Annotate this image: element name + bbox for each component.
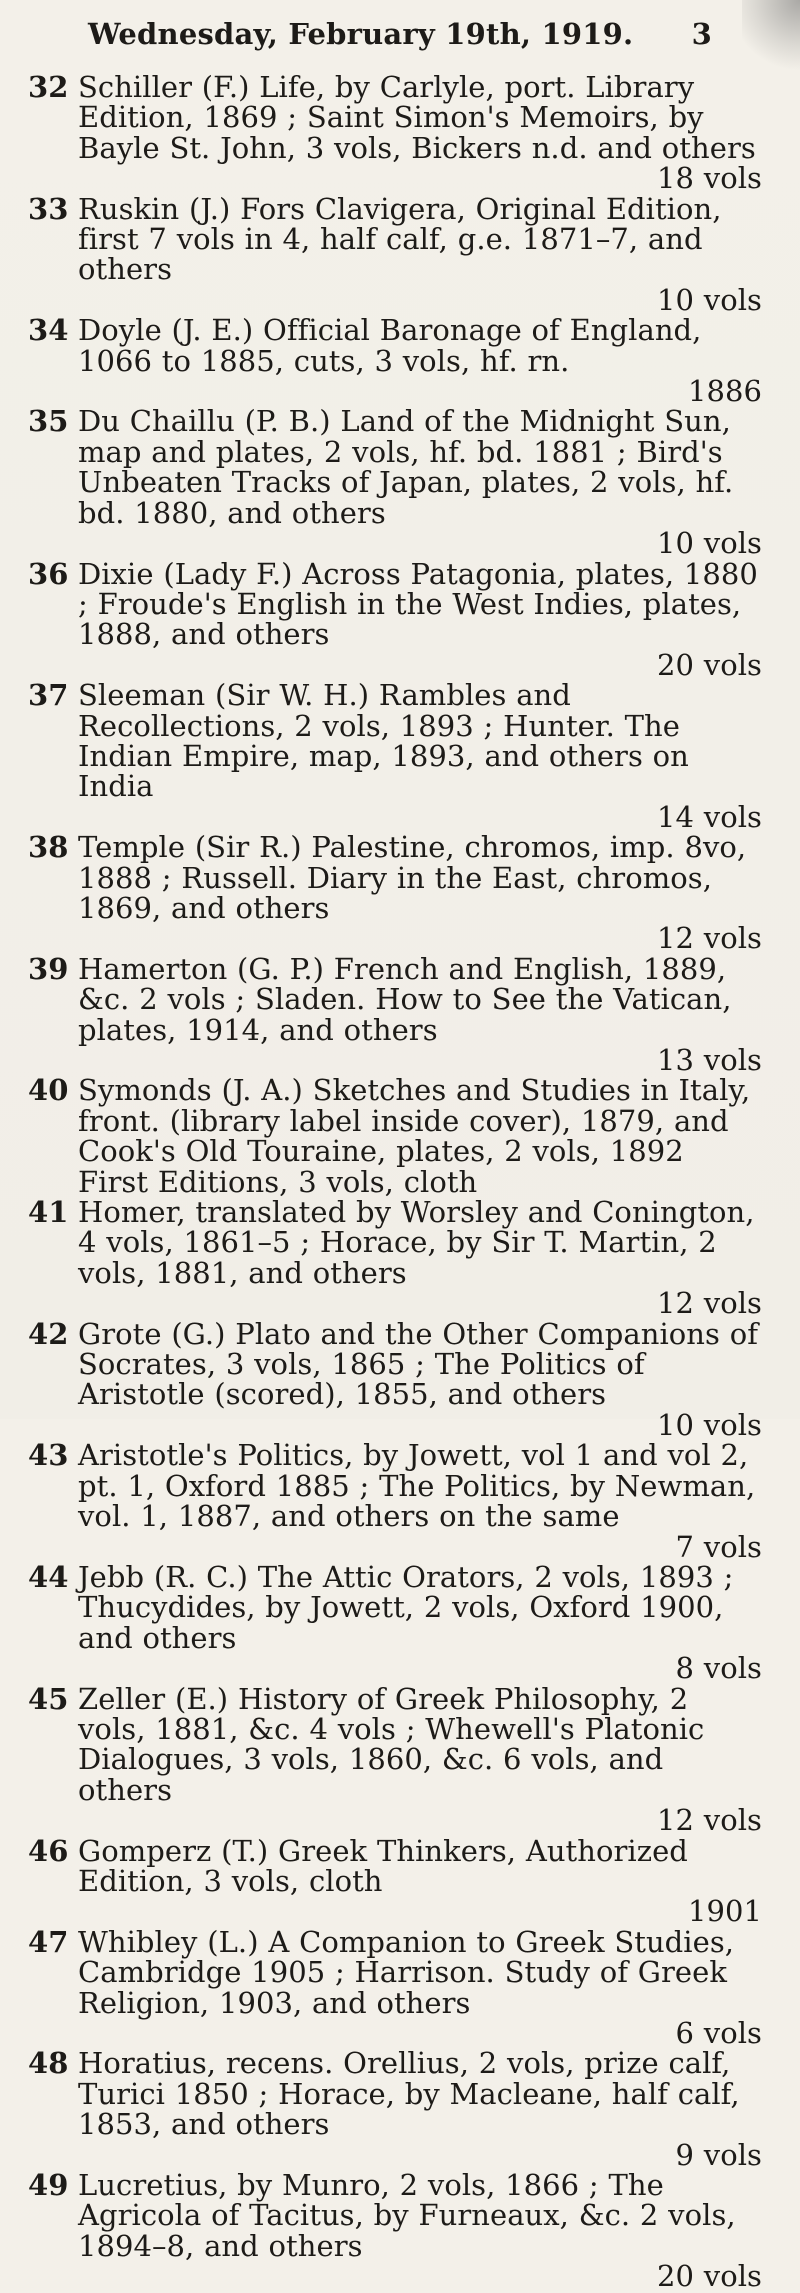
volume-count: 1901 <box>687 1894 762 1929</box>
lot-number: 47 <box>28 1924 69 1959</box>
lot-description: Ruskin (J.) Fors Clavigera, Original Edition, first 7 vols in 4, half calf, g.e. 1871–7, and others <box>78 191 722 287</box>
volume-count: 10 vols <box>657 282 762 317</box>
catalogue-entry-49 <box>28 2168 762 2293</box>
lot-number: 34 <box>28 313 69 348</box>
lot-number: 46 <box>28 1833 69 1868</box>
lot-number: 35 <box>28 404 69 439</box>
lot-number: 32 <box>28 70 69 104</box>
catalogue-entry-43 <box>28 1438 762 1564</box>
lot-description: Gomperz (T.) Greek Thinkers, Authorized Edition, 3 vols, cloth <box>78 1833 688 1898</box>
lot-description: Sleeman (Sir W. H.) Rambles and Recollections, 2 vols, 1893 ; Hunter. The Indian Empire, map, 1893, and others on India <box>78 678 689 804</box>
page-number: 3 <box>691 17 712 51</box>
lot-description: Horatius, recens. Orellius, 2 vols, prize calf, Turici 1850 ; Horace, by Macleane, half calf, 1853, and others <box>78 2046 740 2142</box>
volume-count: 12 vols <box>657 1803 762 1838</box>
lot-number: 45 <box>28 1681 69 1716</box>
lot-description: Doyle (J. E.) Official Baronage of England, 1066 to 1885, cuts, 3 vols, hf. rn. <box>78 313 702 378</box>
lot-number: 44 <box>28 1559 69 1594</box>
lot-number: 49 <box>28 2168 69 2203</box>
lot-number: 43 <box>28 1438 69 1473</box>
catalogue-entry-44 <box>28 1559 762 1686</box>
lot-number: 40 <box>28 1073 69 1108</box>
catalogue-entry-45 <box>28 1681 762 1838</box>
catalogue-entry-37 <box>28 678 762 834</box>
volume-count: 6 vols <box>675 2016 762 2050</box>
lot-description: Homer, translated by Worsley and Conington, 4 vols, 1861–5 ; Horace, by Sir T. Martin, 2 vols, 1881, and others <box>78 1195 755 1290</box>
lot-number: 38 <box>28 830 69 865</box>
lot-number: 41 <box>28 1195 69 1230</box>
catalogue-entry-39 <box>28 951 762 1077</box>
catalogue-entry-48 <box>28 2046 762 2172</box>
catalogue-entry-35 <box>28 404 762 561</box>
volume-count: 9 vols <box>675 2137 762 2172</box>
volume-count: 10 vols <box>657 526 762 561</box>
volume-count: 20 vols <box>657 2259 762 2293</box>
catalogue-entry-32 <box>28 70 762 196</box>
page-corner-shadow <box>742 0 800 82</box>
volume-count: 20 vols <box>657 647 762 682</box>
catalogue-entry-36 <box>28 556 762 682</box>
catalogue-entries <box>28 70 762 2293</box>
catalogue-entry-41 <box>28 1195 762 1321</box>
lot-description: Temple (Sir R.) Palestine, chromos, imp. 8vo, 1888 ; Russell. Diary in the East, chromos, 1869, and others <box>78 830 747 925</box>
catalogue-entry-47 <box>28 1924 762 2050</box>
lot-description: Lucretius, by Munro, 2 vols, 1866 ; The Agricola of Tacitus, by Furneaux, &c. 2 vols, 1894–8, and others <box>78 2168 736 2263</box>
lot-description: Dixie (Lady F.) Across Patagonia, plates, 1880 ; Froude's English in the West Indies, plates, 1888, and others <box>78 556 758 652</box>
volume-count: 12 vols <box>657 1286 762 1321</box>
lot-number: 36 <box>28 556 69 591</box>
lot-description: Hamerton (G. P.) French and English, 1889, &c. 2 vols ; Sladen. How to See the Vatican, plates, 1914, and others <box>78 951 732 1047</box>
catalogue-entry-40 <box>28 1073 762 1199</box>
catalogue-entry-38 <box>28 830 762 956</box>
volume-count: 13 vols <box>657 1043 762 1077</box>
lot-description: Du Chaillu (P. B.) Land of the Midnight Sun, map and plates, 2 vols, hf. bd. 1881 ; Bird's Unbeaten Tracks of Japan, plates, 2 vols, hf. bd. 1880, and others <box>78 404 734 530</box>
volume-count: 7 vols <box>675 1529 762 1564</box>
volume-count: 1886 <box>687 374 762 409</box>
lot-description: Zeller (E.) History of Greek Philosophy, 2 vols, 1881, &c. 4 vols ; Whewell's Platonic Dialogues, 3 vols, 1860, &c. 6 vols, and others <box>78 1681 705 1807</box>
catalogue-entry-33 <box>28 191 762 317</box>
catalogue-entry-42 <box>28 1316 762 1442</box>
lot-description: Schiller (F.) Life, by Carlyle, port. Library Edition, 1869 ; Saint Simon's Memoirs, by Bayle St. John, 3 vols, Bickers n.d. and others <box>78 70 756 165</box>
lot-description: Symonds (J. A.) Sketches and Studies in Italy, front. (library label inside cover), 1879, and Cook's Old Touraine, plates, 2 vols, 1892 First Editions, 3 vols, cloth <box>78 1073 751 1199</box>
volume-count: 18 vols <box>657 161 762 196</box>
lot-number: 48 <box>28 2046 69 2081</box>
lot-number: 37 <box>28 678 69 713</box>
catalogue-entry-46 <box>28 1833 762 1929</box>
lot-number: 42 <box>28 1316 69 1351</box>
page-header <box>88 17 712 64</box>
volume-count: 14 vols <box>657 799 762 834</box>
header-date: Wednesday, February 19th, 1919. <box>88 17 634 51</box>
lot-description: Aristotle's Politics, by Jowett, vol 1 and vol 2, pt. 1, Oxford 1885 ; The Politics, by Newman, vol. 1, 1887, and others on the same <box>78 1438 756 1534</box>
volume-count: 12 vols <box>657 921 762 956</box>
catalogue-entry-34 <box>28 313 762 409</box>
lot-description: Jebb (R. C.) The Attic Orators, 2 vols, 1893 ; Thucydides, by Jowett, 2 vols, Oxford 1900, and others <box>78 1559 734 1655</box>
lot-number: 39 <box>28 951 69 986</box>
lot-description: Grote (G.) Plato and the Other Companions of Socrates, 3 vols, 1865 ; The Politics of Aristotle (scored), 1855, and others <box>78 1316 759 1412</box>
volume-count: 10 vols <box>657 1407 762 1442</box>
lot-description: Whibley (L.) A Companion to Greek Studies, Cambridge 1905 ; Harrison. Study of Greek Religion, 1903, and others <box>78 1924 735 2020</box>
lot-number: 33 <box>28 191 69 226</box>
volume-count: 8 vols <box>675 1651 762 1686</box>
